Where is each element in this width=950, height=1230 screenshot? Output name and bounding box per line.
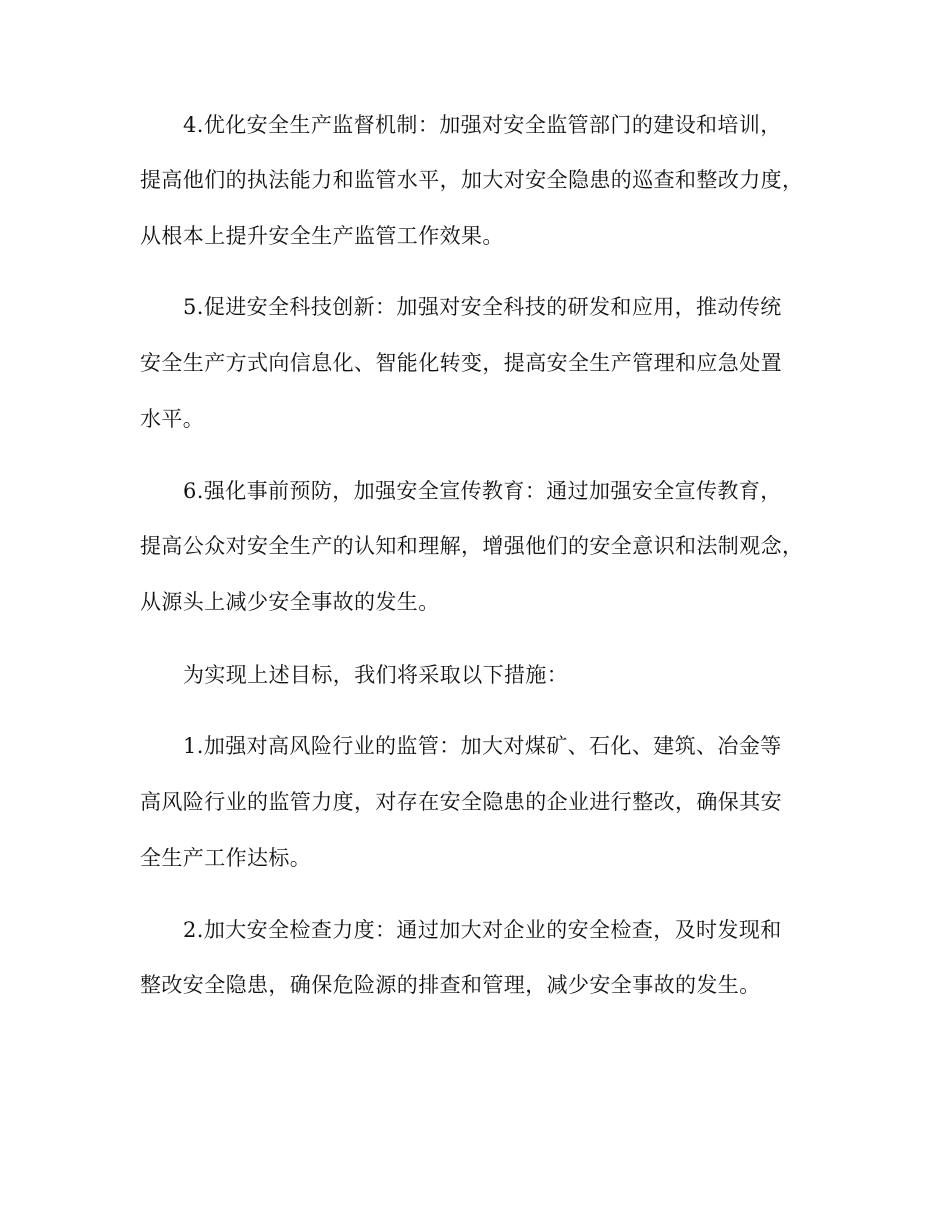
- paragraph-line: 6.强化事前预防，加强安全宣传教育：通过加强安全宣传教育，: [183, 479, 782, 503]
- paragraph-line: 1.加强对高风险行业的监管：加大对煤矿、石化、建筑、冶金等: [183, 734, 782, 758]
- paragraph-line: 2.加大安全检查力度：通过加大对企业的安全检查，及时发现和: [183, 918, 782, 942]
- paragraph-line: 提高公众对安全生产的认知和理解，增强他们的安全意识和法制观念，: [140, 534, 804, 558]
- paragraph-line: 水平。: [140, 407, 205, 431]
- paragraph-line: 高风险行业的监管力度，对存在安全隐患的企业进行整改，确保其安: [140, 790, 782, 814]
- paragraph-line: 从源头上减少安全事故的发生。: [140, 590, 440, 614]
- paragraph-line: 提高他们的执法能力和监管水平，加大对安全隐患的巡查和整改力度，: [140, 168, 804, 192]
- paragraph-line: 安全生产方式向信息化、智能化转变，提高安全生产管理和应急处置: [140, 351, 782, 375]
- paragraph-line: 从根本上提升安全生产监管工作效果。: [140, 224, 504, 248]
- paragraph-line: 为实现上述目标，我们将采取以下措施：: [183, 663, 569, 687]
- paragraph-line: 5.促进安全科技创新：加强对安全科技的研发和应用，推动传统: [183, 295, 782, 319]
- paragraph-line: 4.优化安全生产监督机制：加强对安全监管部门的建设和培训，: [183, 113, 782, 137]
- paragraph-line: 全生产工作达标。: [140, 846, 312, 870]
- paragraph-line: 整改安全隐患，确保危险源的排查和管理，减少安全事故的发生。: [140, 973, 761, 997]
